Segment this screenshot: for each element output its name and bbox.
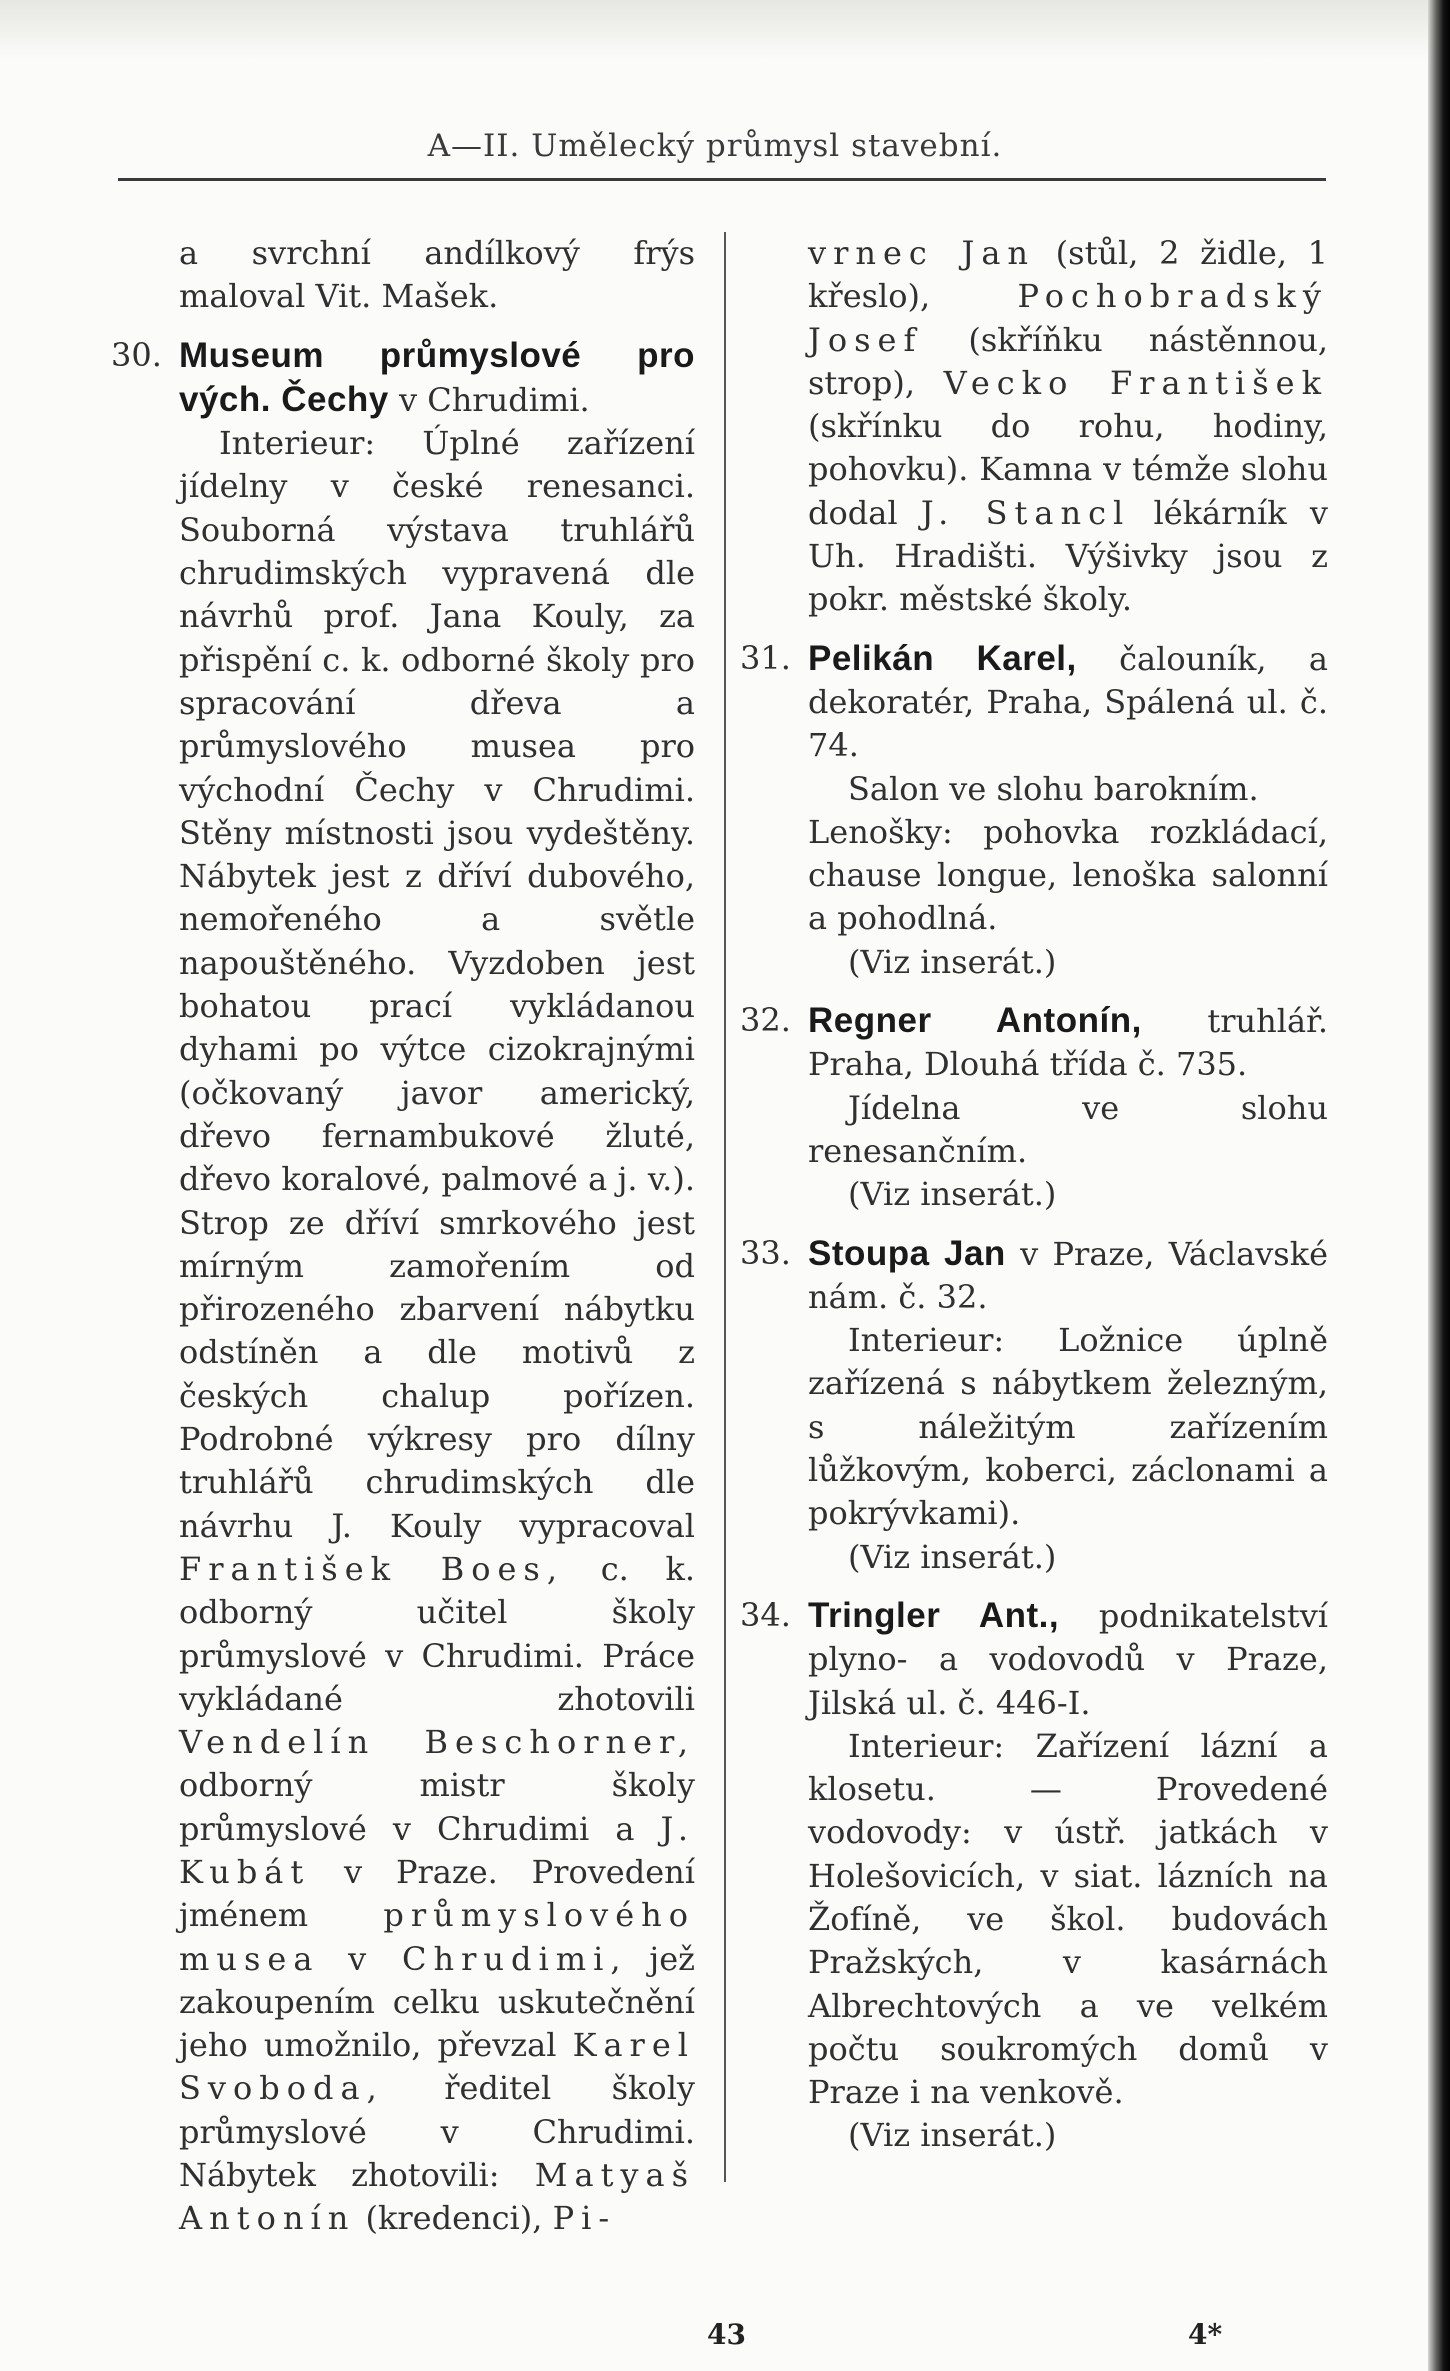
entry-number: 33. — [740, 1233, 791, 1272]
left-column — [111, 232, 696, 2241]
spaced-name: průmyslového musea v Chrudimi, — [179, 1896, 695, 1978]
entry-32 — [740, 999, 1328, 1216]
entry-heading — [808, 999, 1328, 1087]
text-run: c. k. odborný učitel školy průmyslové v Chrudimi. Práce vykládané zhotovili — [179, 1549, 696, 1718]
exhibitor-details: podnikatelství plyno- a vodovodů v Praze, Jilská ul. č. 446-I. — [808, 1596, 1329, 1722]
entry-description: Salon ve slohu barokním. — [848, 769, 1259, 808]
entry-number: 34. — [740, 1595, 791, 1634]
entry-description: Jídelna ve slohu renesančním. — [808, 1088, 1328, 1170]
entry-description: Interieur: Ložnice úplně zařízená s nábytkem železným, s náležitým zařízením lůžkovým, koberci, záclonami a pokrývkami). — [808, 1321, 1328, 1533]
spaced-name: František Boes, — [179, 1549, 565, 1588]
text-run: (kredenci), — [365, 2199, 543, 2238]
entry-description — [179, 422, 695, 2240]
spaced-name: Karel Svoboda, — [179, 2026, 696, 2108]
entry-30 — [111, 334, 696, 2241]
spaced-name: vrnec Jan — [808, 234, 1036, 272]
running-header: A—II. Umělecký průmysl stavební. — [427, 128, 1003, 164]
text-run: (skřínku do rohu, hodiny, pohovku). Kamna v témže slohu dodal — [808, 407, 1328, 532]
spaced-name: Pochobradský Josef — [808, 277, 1328, 359]
insert-reference: (Viz inserát.) — [848, 1537, 1057, 1576]
exhibitor-name: Tringler Ant., — [808, 1595, 1060, 1635]
page-edge-shadow — [1428, 0, 1450, 2371]
spaced-name: Vendelín Beschorner, — [179, 1723, 695, 1762]
text-run: odborný mistr školy průmyslové v Chrudimi a — [179, 1766, 695, 1848]
text-run: v Praze. Provedení jménem — [179, 1852, 695, 1935]
spaced-name: Vecko František — [943, 363, 1329, 402]
entry-description: Interieur: Zařízení lázní a klosetu. — Provedené vodovody: v ústř. jatkách v Holešovicích, v siat. lázních na Žofíně, ve škol. budovách Pražských, v kasárnách Albrechtových a ve velkém počtu soukromých domů v Praze i na venkově. — [808, 1726, 1328, 2112]
entry-description: Lenošky: pohovka rozkládací, chause longue, lenoška salonní a pohodlná. — [808, 812, 1328, 938]
page-number: 43 — [707, 2318, 746, 2351]
text-run: jež zakoupením celku uskutečnění jeho umožnilo, převzal — [179, 1939, 695, 2065]
text-run: Interieur: Úplné zařízení jídelny v české renesanci. Souborná výstava truhlářů chrudimských vypravená dle návrhů prof. Jana Kouly, za přispění c. k. odborné školy pro spracování dřeva a průmyslového musea pro východní Čechy v Chrudimi. Stěny místnosti jsou vydeštěny. Nábytek jest z dříví dubového, nemořeného a světle napouštěného. Vyzdoben jest bohatou prací vykládanou dyhami po výtce cizokrajnými (očkovaný javor americký, dřevo fernambukové žluté, dřevo koralové, palmové a j. v.). Strop ze dříví smrkového jest mírným zamořením od přirozeného zbarvení nábytku odstíněn a dle motivů z českých chalup pořízen. Podrobné výkresy pro dílny truhlářů chrudimských dle návrhu J. Kouly vypracoval — [179, 424, 695, 1545]
exhibitor-location: v Chrudimi. — [398, 380, 590, 419]
exhibitor-name: Museum průmyslové pro vých. Čechy — [179, 335, 695, 419]
entry-number: 30. — [111, 335, 162, 374]
text-run: (skříňku nástěnnou, strop), — [808, 320, 1328, 402]
insert-reference: (Viz inserát.) — [848, 2116, 1057, 2155]
entry-heading — [808, 1594, 1328, 1725]
insert-reference: (Viz inserát.) — [848, 942, 1057, 981]
text-run: (stůl, 2 židle, 1 křeslo), — [808, 234, 1329, 316]
exhibitor-name: Regner Antonín, — [808, 1001, 1142, 1041]
entry-number: 31. — [740, 638, 791, 677]
exhibitor-name: Stoupa Jan — [808, 1233, 1006, 1273]
exhibitor-details: v Praze, Václavské nám. č. 32. — [808, 1234, 1329, 1316]
exhibitor-details: čalouník, a dekoratér, Praha, Spálená ul. č. 74. — [808, 639, 1329, 765]
page-top-shading — [0, 0, 1430, 60]
header-rule — [118, 178, 1326, 181]
right-column — [740, 232, 1329, 2158]
continuation-paragraph: a svrchní andílkový frýs maloval Vit. Mašek. — [179, 234, 695, 316]
entry-heading — [808, 1232, 1328, 1320]
signature-mark: 4* — [1188, 2318, 1223, 2351]
exhibitor-name: Pelikán Karel, — [808, 638, 1077, 678]
spaced-name: J. Stancl — [920, 493, 1131, 532]
column-divider — [724, 232, 726, 2182]
continuation-paragraph — [808, 232, 1328, 622]
exhibitor-details: truhlář. Praha, Dlouhá třída č. 735. — [808, 1002, 1328, 1084]
entry-34 — [740, 1594, 1329, 2158]
text-run: lékárník v Uh. Hradišti. Výšivky jsou z pokr. městské školy. — [808, 493, 1328, 619]
spaced-name: Matyaš Antonín — [179, 2156, 695, 2238]
text-run: ředitel školy průmyslové v Chrudimi. Nábytek zhotovili: — [179, 2069, 695, 2195]
entry-31 — [740, 637, 1329, 984]
entry-number: 32. — [740, 1001, 791, 1040]
spaced-name: J. Kubát — [179, 1809, 696, 1891]
insert-reference: (Viz inserát.) — [848, 1175, 1057, 1214]
spaced-name: Pi- — [552, 2199, 617, 2238]
entry-heading — [808, 637, 1328, 768]
entry-heading — [179, 334, 695, 423]
entry-33 — [740, 1232, 1329, 1579]
